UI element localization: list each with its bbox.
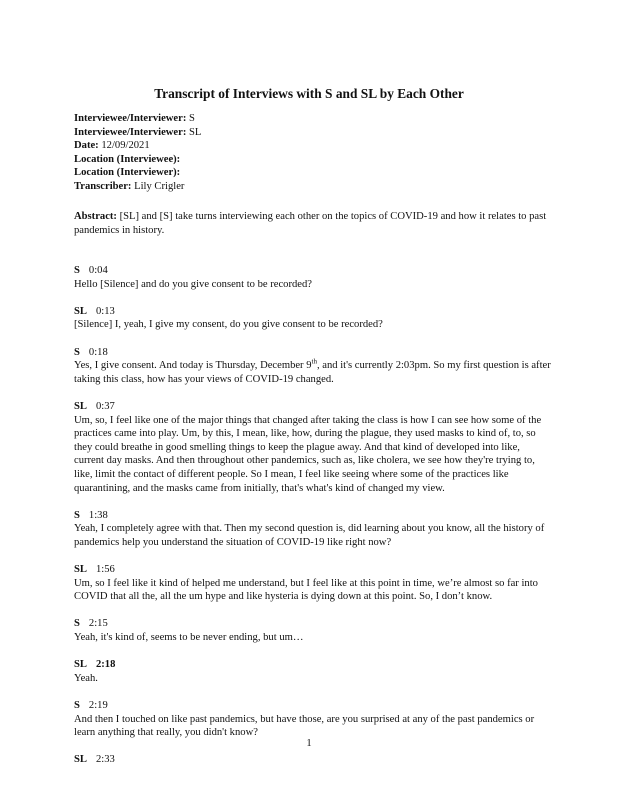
transcript-turn (74, 563, 552, 604)
metadata-value: S (189, 113, 195, 124)
speaker-label: S (74, 618, 80, 630)
metadata-row (74, 180, 552, 194)
timestamp: 0:37 (95, 400, 115, 412)
turn-text (74, 359, 552, 386)
transcript-turn (74, 305, 552, 332)
speaker-label: SL (74, 564, 87, 576)
transcript-turn (74, 699, 552, 740)
turn-text: Hello [Silence] and do you give consent to be recorded? (74, 278, 312, 290)
turn-text: Um, so, I feel like one of the major things that changed after taking the class is how I can see how some of the practices came into play. Um, by this, I mean, like, how, during the plague, they used masks to kind of, to, so they could breathe in good smelling things to keep the plague away. And that kind of developed into like, current day masks. And then throughout other pandemics, such as, like cholera, we see how they're trying to, like, limit the contact of different people. So I mean, I feel like seeing where some of the practices like quarantining, and the masks came from initially, that's what's kind of changed my view. (74, 414, 542, 494)
timestamp: 1:56 (95, 564, 115, 576)
turn-text: And then I touched on like past pandemics, but have those, are you surprised at any of the past pandemics or learn anything that really, you didn't know? (74, 713, 535, 739)
transcript-turn (74, 617, 552, 644)
turn-text: Um, so I feel like it kind of helped me understand, but I feel like at this point in time, we’re almost so far into COVID that all the, all the um hype and like hysteria is dying down at this point. So, I don’t know. (74, 577, 538, 603)
timestamp: 0:13 (95, 305, 115, 317)
speaker-label: SL (74, 305, 87, 317)
turn-header (74, 617, 552, 631)
timestamp: 2:18 (95, 659, 116, 671)
timestamp: 2:33 (95, 754, 115, 766)
turn-text-part: , and it's currently 2:03pm. So my first question is after taking this class, how has your views of COVID-19 changed. (74, 360, 551, 385)
timestamp: 0:04 (88, 265, 108, 276)
turn-header (74, 753, 552, 767)
turn-header (74, 563, 552, 577)
turn-text: Yeah. (74, 672, 98, 684)
speaker-label: S (74, 509, 80, 521)
turn-header (74, 658, 552, 672)
metadata-label: Transcriber: (74, 180, 132, 192)
page-number: 1 (306, 738, 312, 749)
metadata-label: Date: (74, 140, 99, 152)
metadata-value: 12/09/2021 (101, 140, 150, 152)
metadata-row (74, 166, 552, 180)
turn-header (74, 264, 552, 278)
turn-header (74, 305, 552, 319)
metadata-value: SL (189, 126, 202, 138)
turn-text: [Silence] I, yeah, I give my consent, do you give consent to be recorded? (74, 319, 383, 331)
metadata-block (74, 112, 552, 194)
ordinal-suffix: th (311, 357, 317, 366)
transcript-turn (74, 400, 552, 495)
transcript-turn (74, 753, 552, 767)
timestamp: 1:38 (88, 509, 108, 521)
metadata-row (74, 112, 552, 126)
speaker-label: S (74, 700, 80, 711)
speaker-label: SL (74, 659, 87, 671)
turn-text: Yeah, I completely agree with that. Then my second question is, did learning about you know, all the history of pandemics help you understand the situation of COVID-19 like right now? (74, 523, 545, 548)
metadata-row (74, 139, 552, 153)
metadata-row (74, 126, 552, 140)
turn-header (74, 400, 552, 414)
speaker-label: S (74, 265, 80, 276)
timestamp: 2:15 (88, 618, 108, 630)
speaker-label: SL (74, 754, 87, 766)
transcript-turn (74, 264, 552, 291)
transcript-turn (74, 346, 552, 387)
speaker-label: SL (74, 400, 87, 412)
transcript-turn (74, 509, 552, 550)
transcript-turn (74, 658, 552, 685)
transcript (74, 264, 552, 781)
metadata-label: Interviewee/Interviewer: (74, 126, 187, 138)
abstract-text: [SL] and [S] take turns interviewing each other on the topics of COVID-19 and how it relates to past pandemics in history. (74, 211, 547, 236)
abstract-label: Abstract: (74, 211, 117, 222)
metadata-value: Lily Crigler (134, 180, 185, 192)
metadata-row (74, 153, 552, 167)
turn-header (74, 509, 552, 523)
turn-header (74, 699, 552, 713)
timestamp: 0:18 (88, 346, 108, 358)
speaker-label: S (74, 346, 80, 358)
turn-text-part: Yes, I give consent. And today is Thursday, December 9 (74, 360, 312, 372)
document-title: Transcript of Interviews with S and SL by Each Other (154, 86, 464, 101)
timestamp: 2:19 (88, 700, 108, 711)
turn-text: Yeah, it's kind of, seems to be never ending, but um… (74, 632, 304, 644)
abstract (74, 210, 552, 237)
metadata-label: Location (Interviewee): (74, 153, 181, 165)
metadata-label: Interviewee/Interviewer: (74, 113, 187, 124)
metadata-label: Location (Interviewer): (74, 167, 181, 179)
